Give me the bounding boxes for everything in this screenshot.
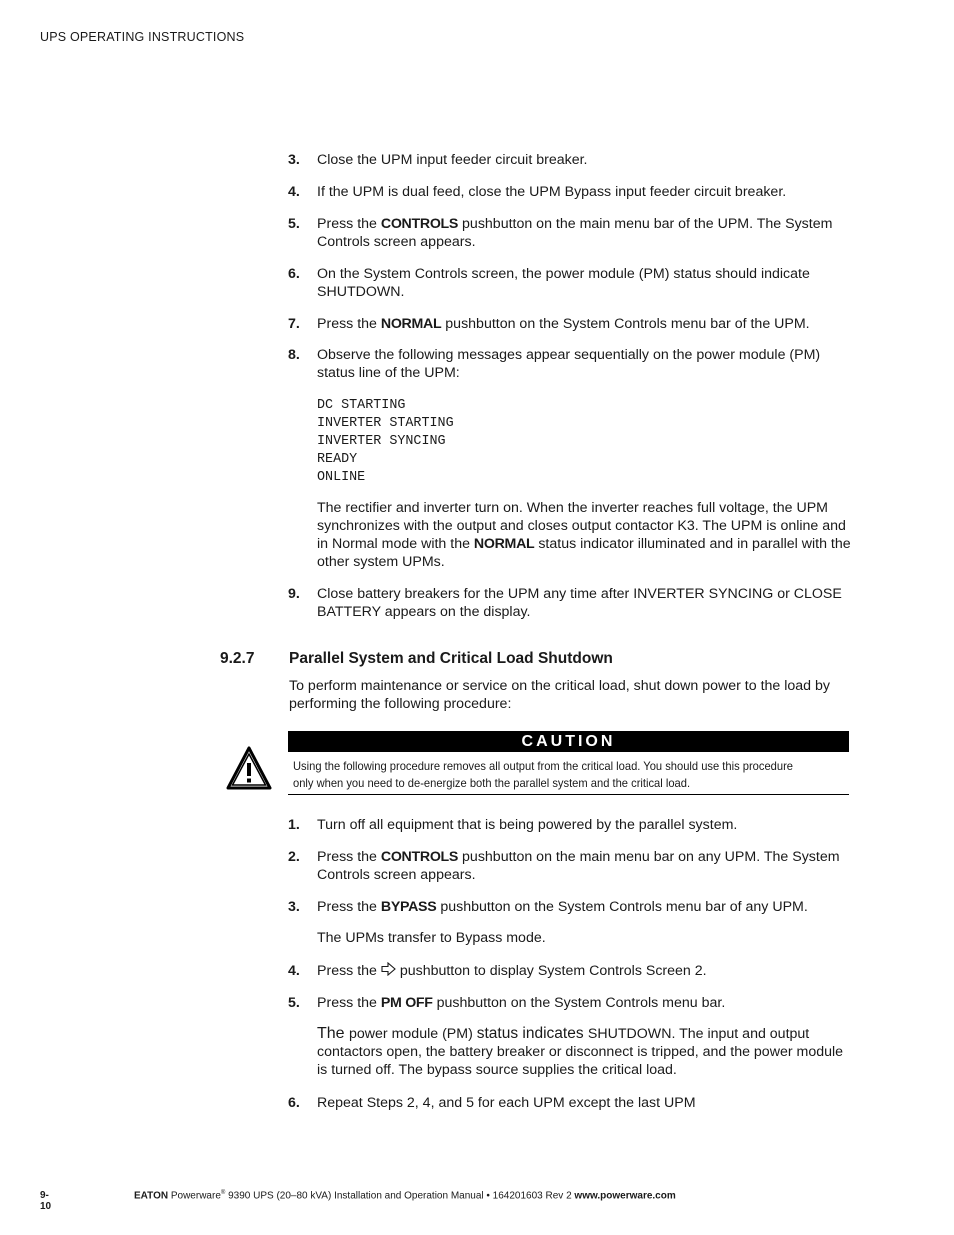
step-text: Press the pushbutton to display System Controls Screen 2. (317, 963, 707, 979)
step-text: Close the UPM input feeder circuit breaker. (317, 152, 588, 168)
right-arrow-outline-icon (381, 962, 396, 976)
step-text: Close battery breakers for the UPM any time after INVERTER SYNCING or CLOSE BATTERY appears on the display. (317, 586, 842, 620)
step-number: 1. (288, 817, 300, 833)
website-url: www.powerware.com (574, 1190, 676, 1202)
controls-keyword: CONTROLS (380, 216, 459, 232)
step-number: 6. (288, 266, 300, 282)
page-number: 9-10 (40, 1190, 52, 1212)
step-text: If the UPM is dual feed, close the UPM Bypass input feeder circuit breaker. (317, 184, 787, 200)
status-message: INVERTER SYNCING (317, 434, 446, 449)
status-message: READY (317, 452, 358, 467)
step-number: 5. (288, 216, 300, 232)
step-number: 4. (288, 963, 300, 979)
bypass-keyword: BYPASS (380, 899, 437, 915)
step-number: 2. (288, 849, 300, 865)
controls-keyword: CONTROLS (380, 849, 459, 865)
step-number: 8. (288, 347, 300, 363)
step-number: 7. (288, 316, 300, 332)
manual-reference: EATON Powerware® 9390 UPS (20–80 kVA) Installation and Operation Manual • 164201603 Rev 2 www.powerware.com (134, 1190, 676, 1202)
step-number: 3. (288, 152, 300, 168)
normal-keyword: NORMAL (380, 316, 442, 332)
step-number: 3. (288, 899, 300, 915)
step-text: Press the NORMAL pushbutton on the System Controls menu bar of the UPM. (317, 316, 810, 332)
step-number: 4. (288, 184, 300, 200)
section-intro: To perform maintenance or service on the critical load, shut down power to the load by performing the following procedure: (289, 678, 830, 712)
caution-text: Using the following procedure removes all output from the critical load. You should use this procedure only when you need to de-energize both the parallel system and the critical load. (293, 759, 794, 790)
step-number: 6. (288, 1095, 300, 1111)
step-text: Press the PM OFF pushbutton on the System Controls menu bar. (317, 995, 726, 1011)
step-text: Press the CONTROLS pushbutton on the main menu bar on any UPM. The System Controls screen appears. (317, 849, 840, 883)
step-text: Press the BYPASS pushbutton on the System Controls menu bar of any UPM. (317, 899, 808, 915)
caution-divider (288, 794, 849, 795)
status-message: DC STARTING (317, 398, 406, 413)
normal-keyword: NORMAL (473, 536, 535, 552)
pm-off-keyword: PM OFF (380, 995, 433, 1011)
status-message: ONLINE (317, 470, 366, 485)
running-head: UPS OPERATING INSTRUCTIONS (40, 30, 245, 44)
step-text: Repeat Steps 2, 4, and 5 for each UPM except the last UPM (317, 1095, 696, 1111)
step-text: Turn off all equipment that is being powered by the parallel system. (317, 817, 738, 833)
status-message: INVERTER STARTING (317, 416, 454, 431)
step-number: 9. (288, 586, 300, 602)
step-number: 5. (288, 995, 300, 1011)
step-text: Observe the following messages appear sequentially on the power module (PM) status line of the UPM: (317, 347, 821, 381)
step-8-note: The rectifier and inverter turn on. When the inverter reaches full voltage, the UPM synchronizes with the output and closes output contactor K3. The UPM is online and in Normal mode with the NORMAL status indicator illuminated and in parallel with the other system UPMs. (317, 500, 851, 570)
step-text: On the System Controls screen, the power module (PM) status should indicate SHUTDOWN. (317, 266, 810, 300)
caution-banner: CAUTION (288, 731, 849, 752)
step-text: Press the CONTROLS pushbutton on the main menu bar of the UPM. The System Controls screen appears. (317, 216, 833, 250)
status-messages (317, 397, 454, 487)
section-title: Parallel System and Critical Load Shutdown (289, 650, 613, 667)
step-3-note: The UPMs transfer to Bypass mode. (317, 930, 546, 946)
step-5-note: The power module (PM) status indicates SHUTDOWN. The input and output contactors open, the battery breaker or disconnect is tripped, and the power module is turned off. The bypass source supplies the critical load. (317, 1025, 844, 1078)
section-number: 9.2.7 (220, 650, 255, 667)
warning-triangle-icon (226, 745, 272, 791)
